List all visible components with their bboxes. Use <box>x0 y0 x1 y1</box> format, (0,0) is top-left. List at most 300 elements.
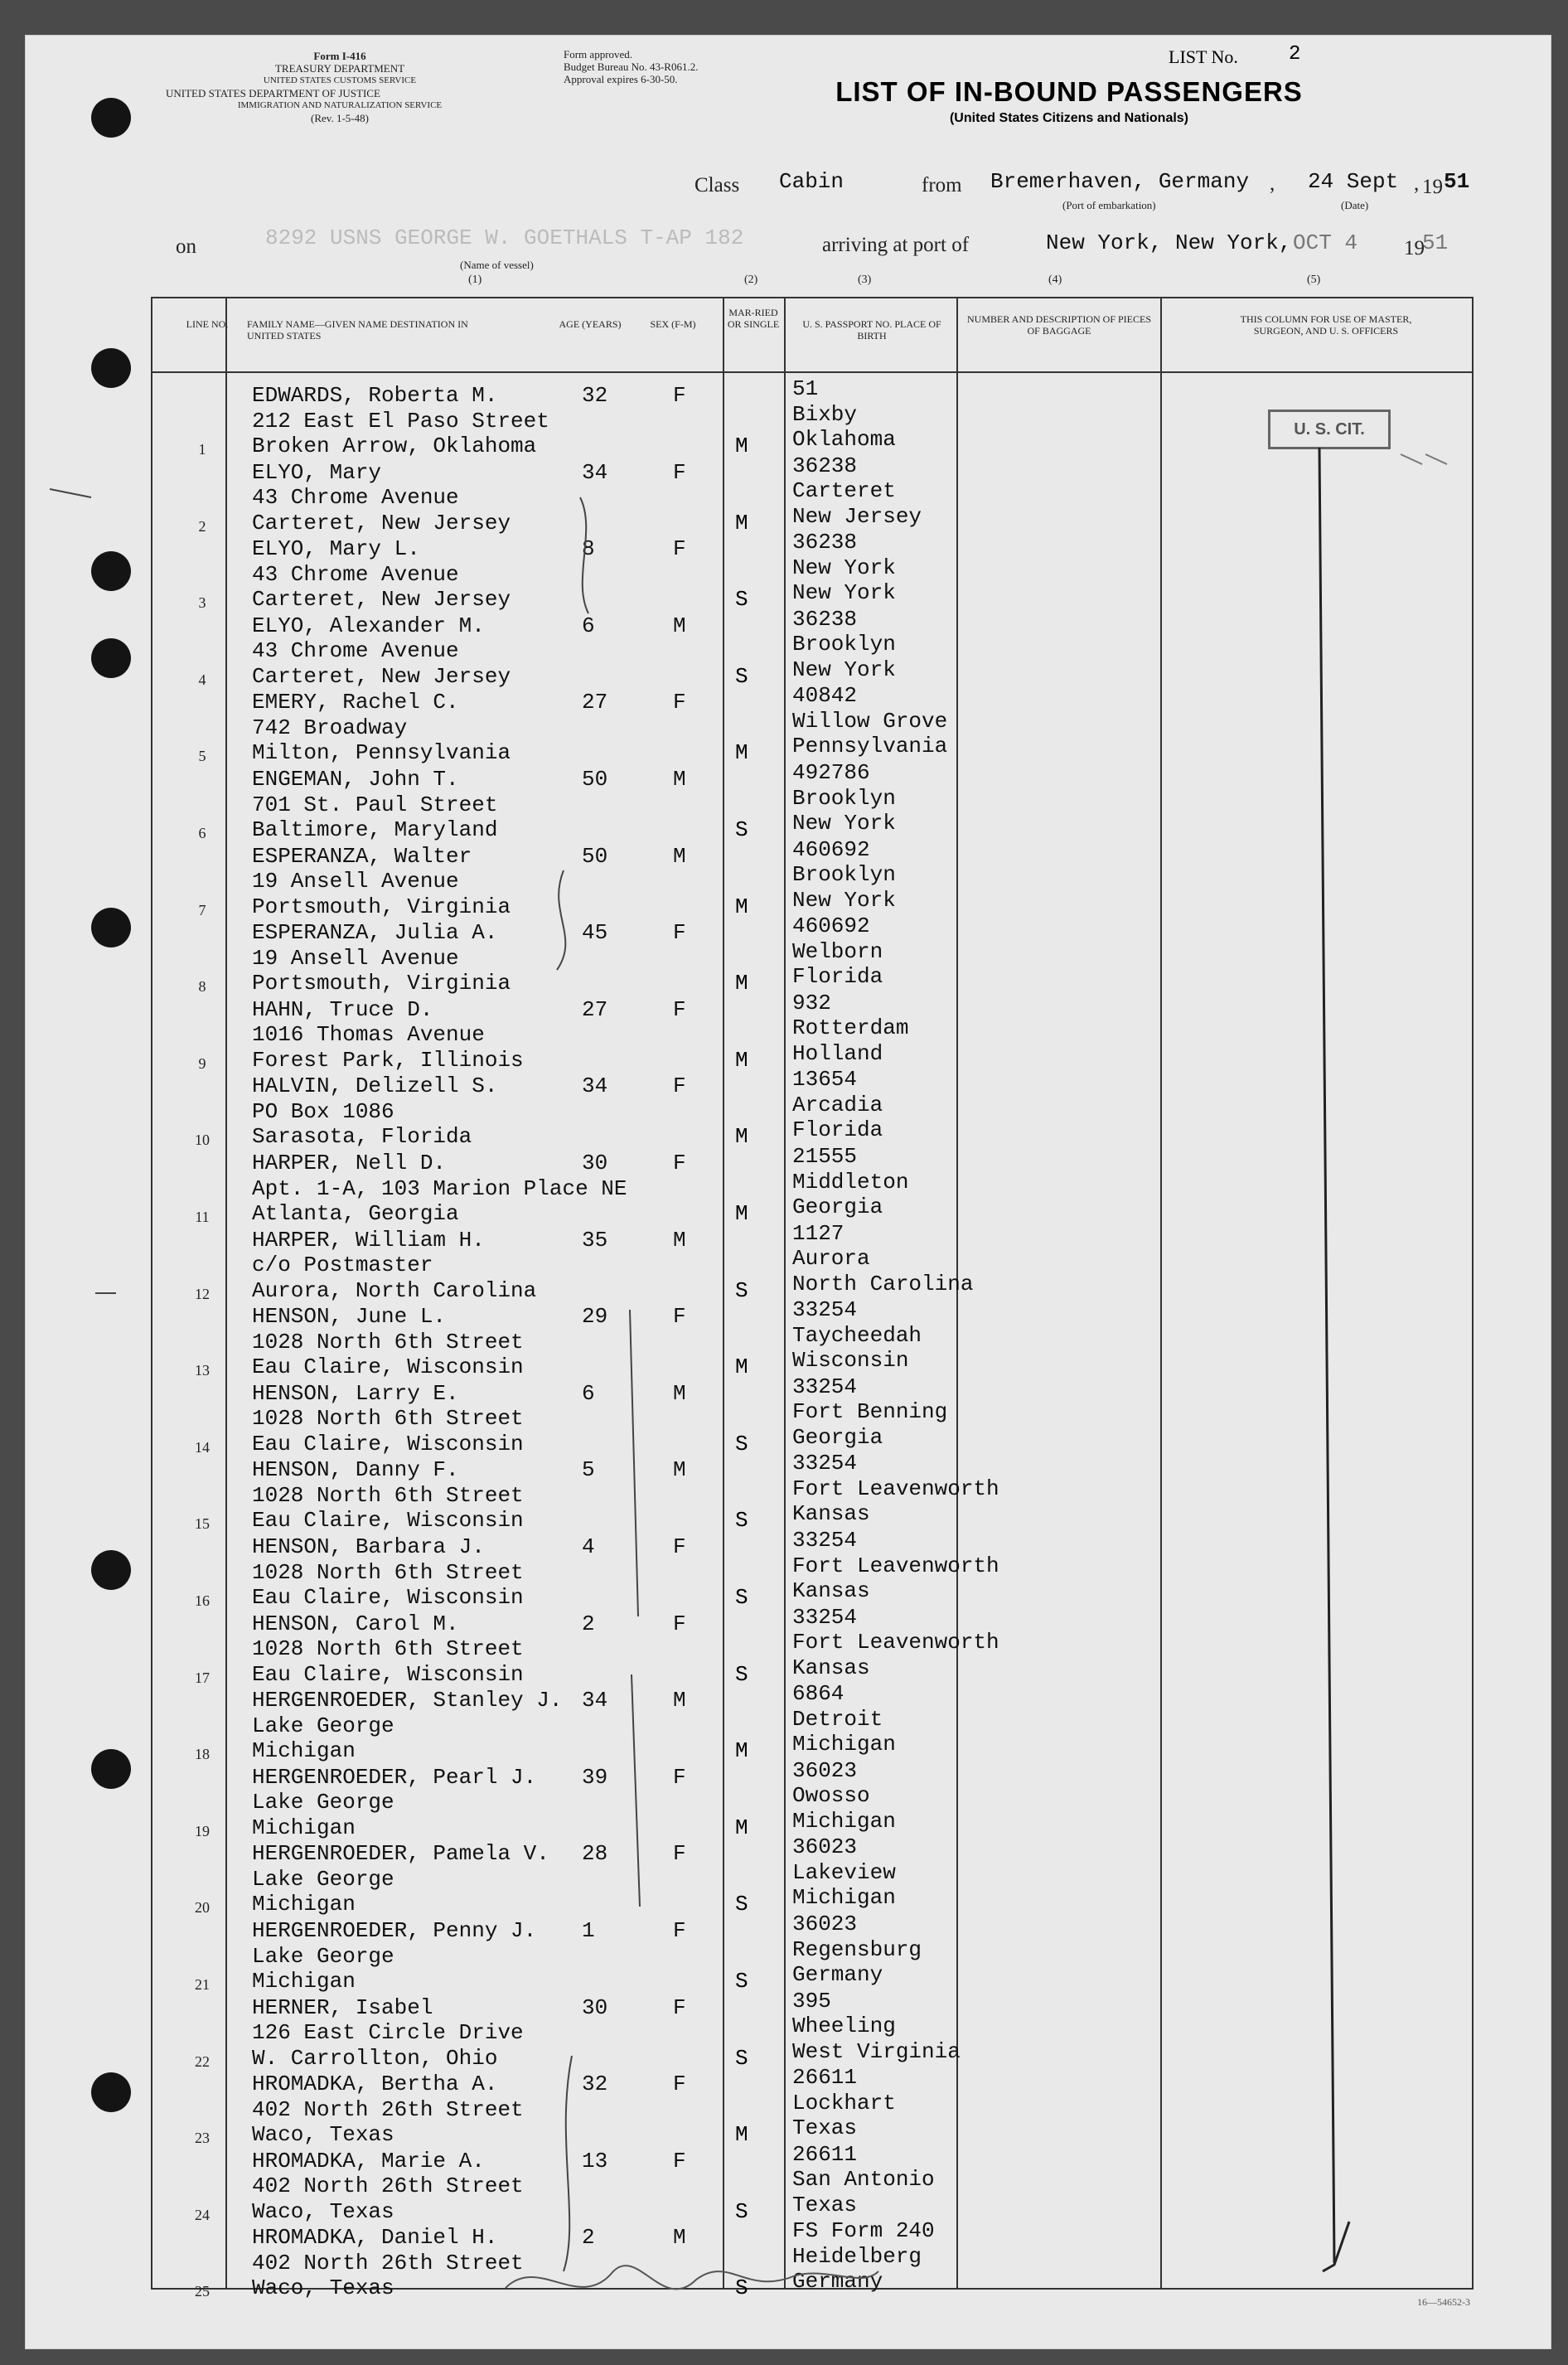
destination-street: 742 Broadway <box>252 715 408 740</box>
birth-region: New York <box>792 657 896 682</box>
passenger-sex: F <box>673 383 686 408</box>
line-number: 7 <box>198 901 206 918</box>
passenger-sex: M <box>673 1227 686 1253</box>
birth-place: Aurora <box>792 1246 870 1272</box>
destination-city: Broken Arrow, Oklahoma <box>252 434 537 458</box>
destination-street: 1028 North 6th Street <box>252 1636 524 1662</box>
passenger-age: 6 <box>582 1380 595 1406</box>
passenger-name: HROMADKA, Bertha A. <box>252 2072 498 2097</box>
passenger-name: HERGENROEDER, Pearl J. <box>252 1764 537 1790</box>
passport-number: 33254 <box>792 1528 858 1553</box>
birth-place: Wheeling <box>792 2014 896 2039</box>
line-number: 12 <box>195 1285 210 1302</box>
passenger-sex: F <box>673 1994 686 2020</box>
passport-number: 36023 <box>792 1834 858 1860</box>
passenger-name: ELYO, Alexander M. <box>252 613 485 638</box>
birth-place: Brooklyn <box>792 862 896 888</box>
check-mark <box>1425 454 1447 464</box>
destination-city: Milton, Pennsylvania <box>252 740 511 766</box>
marital-status: M <box>735 971 748 996</box>
destination-city: Eau Claire, Wisconsin <box>252 1355 524 1380</box>
passport-number: 460692 <box>792 836 870 862</box>
line-number: 21 <box>195 1976 210 1993</box>
marital-status: S <box>735 2045 748 2071</box>
passenger-age: 5 <box>582 1457 595 1483</box>
birth-place: Welborn <box>792 938 883 964</box>
birth-region: Pennsylvania <box>792 734 948 759</box>
passenger-name: HENSON, Barbara J. <box>252 1534 485 1559</box>
passenger-name: HARPER, William H. <box>252 1227 485 1253</box>
passenger-age: 30 <box>582 1994 608 2020</box>
passenger-name: HROMADKA, Marie A. <box>252 2148 485 2174</box>
passport-number: 36238 <box>792 530 858 555</box>
column-number: (2) <box>744 274 758 286</box>
destination-city: Michigan <box>252 1815 356 1840</box>
birth-place: Rotterdam <box>792 1015 909 1041</box>
marital-status: S <box>735 1892 748 1917</box>
passenger-age: 45 <box>582 920 608 946</box>
destination-street: 402 North 26th Street <box>252 2096 524 2122</box>
officer-arrow-line <box>1319 448 1334 2263</box>
marital-status: M <box>735 1201 748 1226</box>
line-number: 25 <box>195 2283 210 2300</box>
passport-number: 6864 <box>792 1681 844 1707</box>
birth-place: Fort Leavenworth <box>792 1553 999 1578</box>
destination-city: Carteret, New Jersey <box>252 663 511 689</box>
marital-status: M <box>735 1738 748 1764</box>
column-number: (5) <box>1307 274 1321 286</box>
passenger-name: HENSON, Danny F. <box>252 1457 459 1483</box>
signature-scrawl <box>506 2266 878 2289</box>
passenger-name: HALVIN, Delizell S. <box>252 1073 498 1099</box>
destination-city: Baltimore, Maryland <box>252 817 498 842</box>
birth-region: Florida <box>792 1117 883 1143</box>
passport-number: 1127 <box>792 1220 844 1246</box>
line-number: 2 <box>198 517 206 535</box>
passenger-name: ELYO, Mary L. <box>252 536 420 562</box>
line-number: 15 <box>195 1515 210 1533</box>
birth-place: Lockhart <box>792 2090 896 2115</box>
destination-street: 43 Chrome Avenue <box>252 485 459 511</box>
passport-number: 36238 <box>792 606 858 632</box>
marital-status: M <box>735 1355 748 1380</box>
birth-region: Michigan <box>792 1808 896 1834</box>
passenger-sex: F <box>673 459 686 485</box>
birth-region: Georgia <box>792 1195 883 1219</box>
bracket-mark <box>632 1674 640 1907</box>
column-header-sex: SEX (F-M) <box>650 318 696 330</box>
passenger-age: 50 <box>582 767 608 792</box>
line-number: 23 <box>195 2130 210 2147</box>
marital-status: S <box>735 1508 748 1534</box>
passport-number: 26611 <box>792 2141 858 2167</box>
passport-number: 33254 <box>792 1451 858 1476</box>
destination-city: Forest Park, Illinois <box>252 1047 524 1073</box>
class-label: Class <box>694 174 740 196</box>
destination-city: Michigan <box>252 1969 356 1994</box>
birth-region: Florida <box>792 964 883 990</box>
birth-place: Detroit <box>792 1706 883 1732</box>
marital-status: S <box>735 1661 748 1687</box>
column-header-officers: THIS COLUMN FOR USE OF MASTER, SURGEON, AND U. S. OFFICERS <box>1240 313 1412 337</box>
destination-city: Waco, Texas <box>252 2198 394 2224</box>
line-number: 19 <box>195 1822 210 1839</box>
destination-street: 19 Ansell Avenue <box>252 869 459 894</box>
birth-place: Heidelberg <box>792 2243 922 2269</box>
birth-region: Michigan <box>792 1732 896 1757</box>
passenger-age: 34 <box>582 459 608 485</box>
passenger-age: 50 <box>582 843 608 869</box>
passenger-sex: F <box>673 536 686 562</box>
line-number: 17 <box>195 1669 210 1686</box>
marital-status: S <box>735 1431 748 1456</box>
destination-street: Lake George <box>252 1713 394 1738</box>
birth-place: Regensburg <box>792 1936 922 1962</box>
line-number: 3 <box>198 594 206 612</box>
birth-region: New York <box>792 811 896 836</box>
passenger-age: 4 <box>582 1534 595 1559</box>
column-number: (1) <box>468 274 482 286</box>
passenger-name: HENSON, June L. <box>252 1304 447 1330</box>
birth-place: New York <box>792 555 896 580</box>
passenger-age: 27 <box>582 996 608 1022</box>
passenger-age: 8 <box>582 536 595 562</box>
passport-number: 13654 <box>792 1067 858 1093</box>
destination-street: 1028 North 6th Street <box>252 1559 524 1585</box>
class-value: Cabin <box>779 169 844 194</box>
arrival-port: New York, New York, <box>1046 230 1292 255</box>
departure-year-prefix: 19 <box>1422 176 1443 198</box>
destination-city: Carteret, New Jersey <box>252 510 511 536</box>
passenger-sex: F <box>673 1073 686 1099</box>
marital-status: S <box>735 1277 748 1303</box>
destination-city: Eau Claire, Wisconsin <box>252 1508 524 1534</box>
destination-street: 402 North 26th Street <box>252 2174 524 2199</box>
birth-place: Carteret <box>792 478 896 504</box>
document-title: LIST OF IN-BOUND PASSENGERS <box>835 76 1303 107</box>
destination-city: Carteret, New Jersey <box>252 587 511 613</box>
destination-street: Lake George <box>252 1790 394 1815</box>
embarkation-caption: (Port of embarkation) <box>1062 199 1156 211</box>
passenger-name: ENGEMAN, John T. <box>252 767 459 792</box>
destination-street: Lake George <box>252 1866 394 1892</box>
passport-number: 395 <box>792 1988 831 2014</box>
birth-region: Holland <box>792 1040 883 1066</box>
approval-line: Approval expires 6-30-50. <box>564 73 678 85</box>
line-number: 9 <box>198 1054 206 1072</box>
passenger-age: 34 <box>582 1688 608 1713</box>
marital-status: S <box>735 2275 748 2301</box>
birth-region: New York <box>792 887 896 913</box>
line-number: 14 <box>195 1438 210 1456</box>
line-number: 8 <box>198 978 206 996</box>
destination-street: 43 Chrome Avenue <box>252 638 459 664</box>
margin-mark <box>50 489 91 497</box>
approval-line: Form approved. <box>564 48 633 61</box>
column-header-age: AGE (YEARS) <box>559 318 622 330</box>
column-header-married: MAR-RIED OR SINGLE <box>727 307 780 330</box>
marital-status: M <box>735 434 748 458</box>
marital-status: S <box>735 2198 748 2224</box>
officer-arrow-head <box>1323 2222 1349 2271</box>
destination-street: 701 St. Paul Street <box>252 792 498 817</box>
line-number: 1 <box>198 441 206 458</box>
destination-street: 1028 North 6th Street <box>252 1406 524 1432</box>
passport-number: 51 <box>792 376 819 401</box>
departure-date-separator: , <box>1414 172 1420 195</box>
birth-place: San Antonio <box>792 2167 935 2193</box>
birth-region: Kansas <box>792 1501 870 1527</box>
column-header-passport: U. S. PASSPORT NO. PLACE OF BIRTH <box>802 318 941 342</box>
destination-city: Eau Claire, Wisconsin <box>252 1661 524 1687</box>
passenger-sex: F <box>673 1841 686 1867</box>
arrival-date-stamp: OCT 4 <box>1293 230 1358 255</box>
birth-region: Germany <box>792 2269 883 2295</box>
birth-region: Germany <box>792 1962 883 1987</box>
departure-year: 51 <box>1444 169 1470 194</box>
bracket-mark <box>557 870 565 970</box>
document-subtitle: (United States Citizens and Nationals) <box>949 111 1189 125</box>
passport-number: 21555 <box>792 1144 858 1169</box>
passenger-age: 32 <box>582 383 608 408</box>
birth-place: Brooklyn <box>792 785 896 811</box>
birth-place: Fort Leavenworth <box>792 1476 999 1501</box>
destination-street: 212 East El Paso Street <box>252 408 549 434</box>
form-line: UNITED STATES DEPARTMENT OF JUSTICE <box>166 87 380 99</box>
marital-status: M <box>735 510 748 536</box>
vessel-caption: (Name of vessel) <box>460 259 534 271</box>
line-number: 20 <box>195 1899 210 1917</box>
form-line: TREASURY DEPARTMENT <box>274 62 405 75</box>
birth-region: West Virginia <box>792 2038 961 2064</box>
passenger-name: HERGENROEDER, Stanley J. <box>252 1688 563 1713</box>
passenger-name: ESPERANZA, Walter <box>252 843 472 869</box>
birth-place: Taycheedah <box>792 1322 922 1348</box>
passenger-sex: F <box>673 1534 686 1559</box>
passenger-name: ELYO, Mary <box>252 459 382 485</box>
form-line: Form I-416 <box>313 50 366 62</box>
approval-line: Budget Bureau No. 43-R061.2. <box>564 61 699 73</box>
destination-street: c/o Postmaster <box>252 1253 433 1278</box>
passenger-age: 2 <box>582 2225 595 2251</box>
destination-street: 402 North 26th Street <box>252 2250 524 2275</box>
line-number: 24 <box>195 2206 210 2223</box>
marital-status: S <box>735 1585 748 1610</box>
destination-street: 19 Ansell Avenue <box>252 945 459 971</box>
vessel-name: 8292 USNS GEORGE W. GOETHALS T-AP 182 <box>265 225 744 250</box>
destination-city: W. Carrollton, Ohio <box>252 2045 498 2071</box>
marital-status: S <box>735 663 748 689</box>
line-number: 10 <box>195 1132 210 1149</box>
passport-number: FS Form 240 <box>792 2218 935 2244</box>
passenger-age: 34 <box>582 1073 608 1099</box>
line-number: 6 <box>198 825 206 841</box>
arriving-label: arriving at port of <box>822 234 970 256</box>
marital-status: S <box>735 587 748 613</box>
birth-place: Fort Benning <box>792 1399 948 1425</box>
destination-city: Eau Claire, Wisconsin <box>252 1585 524 1610</box>
birth-place: Bixby <box>792 401 858 427</box>
passenger-age: 2 <box>582 1611 595 1636</box>
embarkation-comma: , <box>1270 172 1275 195</box>
passport-number: 932 <box>792 990 831 1015</box>
bracket-mark <box>630 1310 638 1616</box>
line-number: 16 <box>195 1592 210 1609</box>
destination-street: Lake George <box>252 1943 394 1969</box>
birth-place: Middleton <box>792 1169 909 1195</box>
passenger-sex: M <box>673 613 686 638</box>
birth-region: Oklahoma <box>792 427 896 452</box>
destination-street: Apt. 1-A, 103 Marion Place NE <box>252 1175 627 1201</box>
column-number: (4) <box>1048 274 1062 286</box>
birth-region: Texas <box>792 2192 858 2217</box>
line-number: 13 <box>195 1362 210 1379</box>
destination-city: Portsmouth, Virginia <box>252 894 511 919</box>
column-header-baggage: NUMBER AND DESCRIPTION OF PIECES OF BAGGAGE <box>966 313 1152 337</box>
passenger-age: 32 <box>582 2072 608 2097</box>
us-citizen-stamp: U. S. CIT. <box>1268 410 1391 449</box>
passenger-sex: F <box>673 690 686 715</box>
birth-region: North Carolina <box>792 1271 974 1296</box>
departure-date: 24 Sept <box>1308 169 1399 194</box>
line-number: 11 <box>195 1209 210 1225</box>
passport-number: 40842 <box>792 683 858 709</box>
passenger-name: EMERY, Rachel C. <box>252 690 459 715</box>
column-number: (3) <box>858 274 872 286</box>
destination-city: Michigan <box>252 1738 356 1764</box>
passenger-sex: F <box>673 1918 686 1943</box>
birth-region: Georgia <box>792 1424 883 1450</box>
passport-number: 492786 <box>792 760 870 785</box>
destination-city: Aurora, North Carolina <box>252 1277 537 1303</box>
check-mark <box>1401 454 1422 464</box>
destination-city: Eau Claire, Wisconsin <box>252 1431 524 1456</box>
destination-city: Portsmouth, Virginia <box>252 971 511 996</box>
destination-street: 43 Chrome Avenue <box>252 561 459 587</box>
destination-city: Atlanta, Georgia <box>252 1201 459 1226</box>
destination-city: Waco, Texas <box>252 2275 394 2301</box>
passenger-age: 30 <box>582 1151 608 1175</box>
marital-status: S <box>735 1969 748 1994</box>
form-line: IMMIGRATION AND NATURALIZATION SERVICE <box>237 100 443 110</box>
passenger-age: 29 <box>582 1304 608 1330</box>
bracket-mark <box>580 497 588 613</box>
birth-place: Fort Leavenworth <box>792 1630 999 1655</box>
destination-street: 1016 Thomas Avenue <box>252 1022 485 1048</box>
list-number-label: LIST No. <box>1169 46 1238 67</box>
birth-place: Owosso <box>792 1783 870 1809</box>
birth-region: Kansas <box>792 1655 870 1680</box>
passport-number: 33254 <box>792 1374 858 1399</box>
birth-region: New Jersey <box>792 503 922 529</box>
marital-status: M <box>735 1815 748 1840</box>
line-number: 4 <box>198 671 206 688</box>
arrival-year-prefix: 19 <box>1404 237 1425 259</box>
bracket-mark <box>564 2056 572 2271</box>
birth-region: Wisconsin <box>792 1348 909 1374</box>
passenger-sex: M <box>673 1688 686 1713</box>
passenger-name: ESPERANZA, Julia A. <box>252 920 498 946</box>
line-number: 18 <box>195 1746 210 1763</box>
line-number: 22 <box>195 2052 210 2070</box>
marital-status: S <box>735 817 748 842</box>
destination-street: 1028 North 6th Street <box>252 1482 524 1508</box>
passenger-age: 27 <box>582 690 608 715</box>
passenger-name: HARPER, Nell D. <box>252 1151 447 1175</box>
passenger-name: HENSON, Carol M. <box>252 1611 459 1636</box>
destination-street: PO Box 1086 <box>252 1098 394 1124</box>
passenger-sex: M <box>673 843 686 869</box>
passport-number: 36023 <box>792 1912 858 1936</box>
port-of-embarkation: Bremerhaven, Germany <box>990 169 1250 194</box>
destination-city: Sarasota, Florida <box>252 1124 472 1150</box>
passenger-sex: M <box>673 1380 686 1406</box>
passport-number: 33254 <box>792 1297 858 1323</box>
birth-region: Kansas <box>792 1578 870 1603</box>
destination-city: Michigan <box>252 1892 356 1917</box>
marital-status: M <box>735 894 748 919</box>
form-code: 16—54652-3 <box>1417 2296 1470 2308</box>
passport-number: 33254 <box>792 1604 858 1630</box>
marital-status: M <box>735 2122 748 2148</box>
passport-number: 26611 <box>792 2065 858 2091</box>
birth-place: Lakeview <box>792 1859 896 1885</box>
from-label: from <box>922 174 962 196</box>
destination-street: 126 East Circle Drive <box>252 2020 524 2046</box>
birth-place: Willow Grove <box>792 708 948 734</box>
birth-region: Michigan <box>792 1885 896 1911</box>
destination-street: 1028 North 6th Street <box>252 1329 524 1355</box>
on-label: on <box>176 235 196 258</box>
birth-place: Arcadia <box>792 1092 883 1117</box>
date-caption: (Date) <box>1341 199 1369 211</box>
passenger-name: HENSON, Larry E. <box>252 1380 459 1406</box>
passenger-age: 35 <box>582 1227 608 1253</box>
passenger-name: HROMADKA, Daniel H. <box>252 2225 498 2251</box>
passport-number: 460692 <box>792 914 870 939</box>
passenger-age: 6 <box>582 613 595 638</box>
passenger-age: 28 <box>582 1841 608 1867</box>
passenger-sex: F <box>673 920 686 946</box>
passenger-name: HAHN, Truce D. <box>252 996 433 1022</box>
passport-number: 36023 <box>792 1757 858 1783</box>
destination-city: Waco, Texas <box>252 2122 394 2148</box>
line-number: 5 <box>198 748 206 765</box>
column-header-name: FAMILY NAME—GIVEN NAME DESTINATION IN UNITED STATES <box>247 318 468 342</box>
passenger-sex: M <box>673 767 686 792</box>
form-line: (Rev. 1-5-48) <box>311 112 369 124</box>
passenger-name: HERGENROEDER, Pamela V. <box>252 1841 549 1867</box>
passenger-name: EDWARDS, Roberta M. <box>252 383 498 408</box>
marital-status: M <box>735 1047 748 1073</box>
birth-region: Texas <box>792 2115 858 2141</box>
passenger-name: HERGENROEDER, Penny J. <box>252 1918 537 1943</box>
passenger-age: 39 <box>582 1764 608 1790</box>
passenger-sex: M <box>673 2225 686 2251</box>
birth-region: New York <box>792 580 896 606</box>
passenger-name: HERNER, Isabel <box>252 1994 433 2020</box>
passenger-age: 1 <box>582 1918 595 1943</box>
form-line: UNITED STATES CUSTOMS SERVICE <box>263 75 417 85</box>
passenger-sex: F <box>673 1151 686 1175</box>
passenger-sex: F <box>673 2148 686 2174</box>
list-number: 2 <box>1289 43 1301 65</box>
arrival-year: 51 <box>1422 230 1449 255</box>
passenger-age: 13 <box>582 2148 608 2174</box>
passenger-sex: F <box>673 1304 686 1330</box>
passenger-sex: F <box>673 1611 686 1636</box>
passport-number: 36238 <box>792 453 858 478</box>
